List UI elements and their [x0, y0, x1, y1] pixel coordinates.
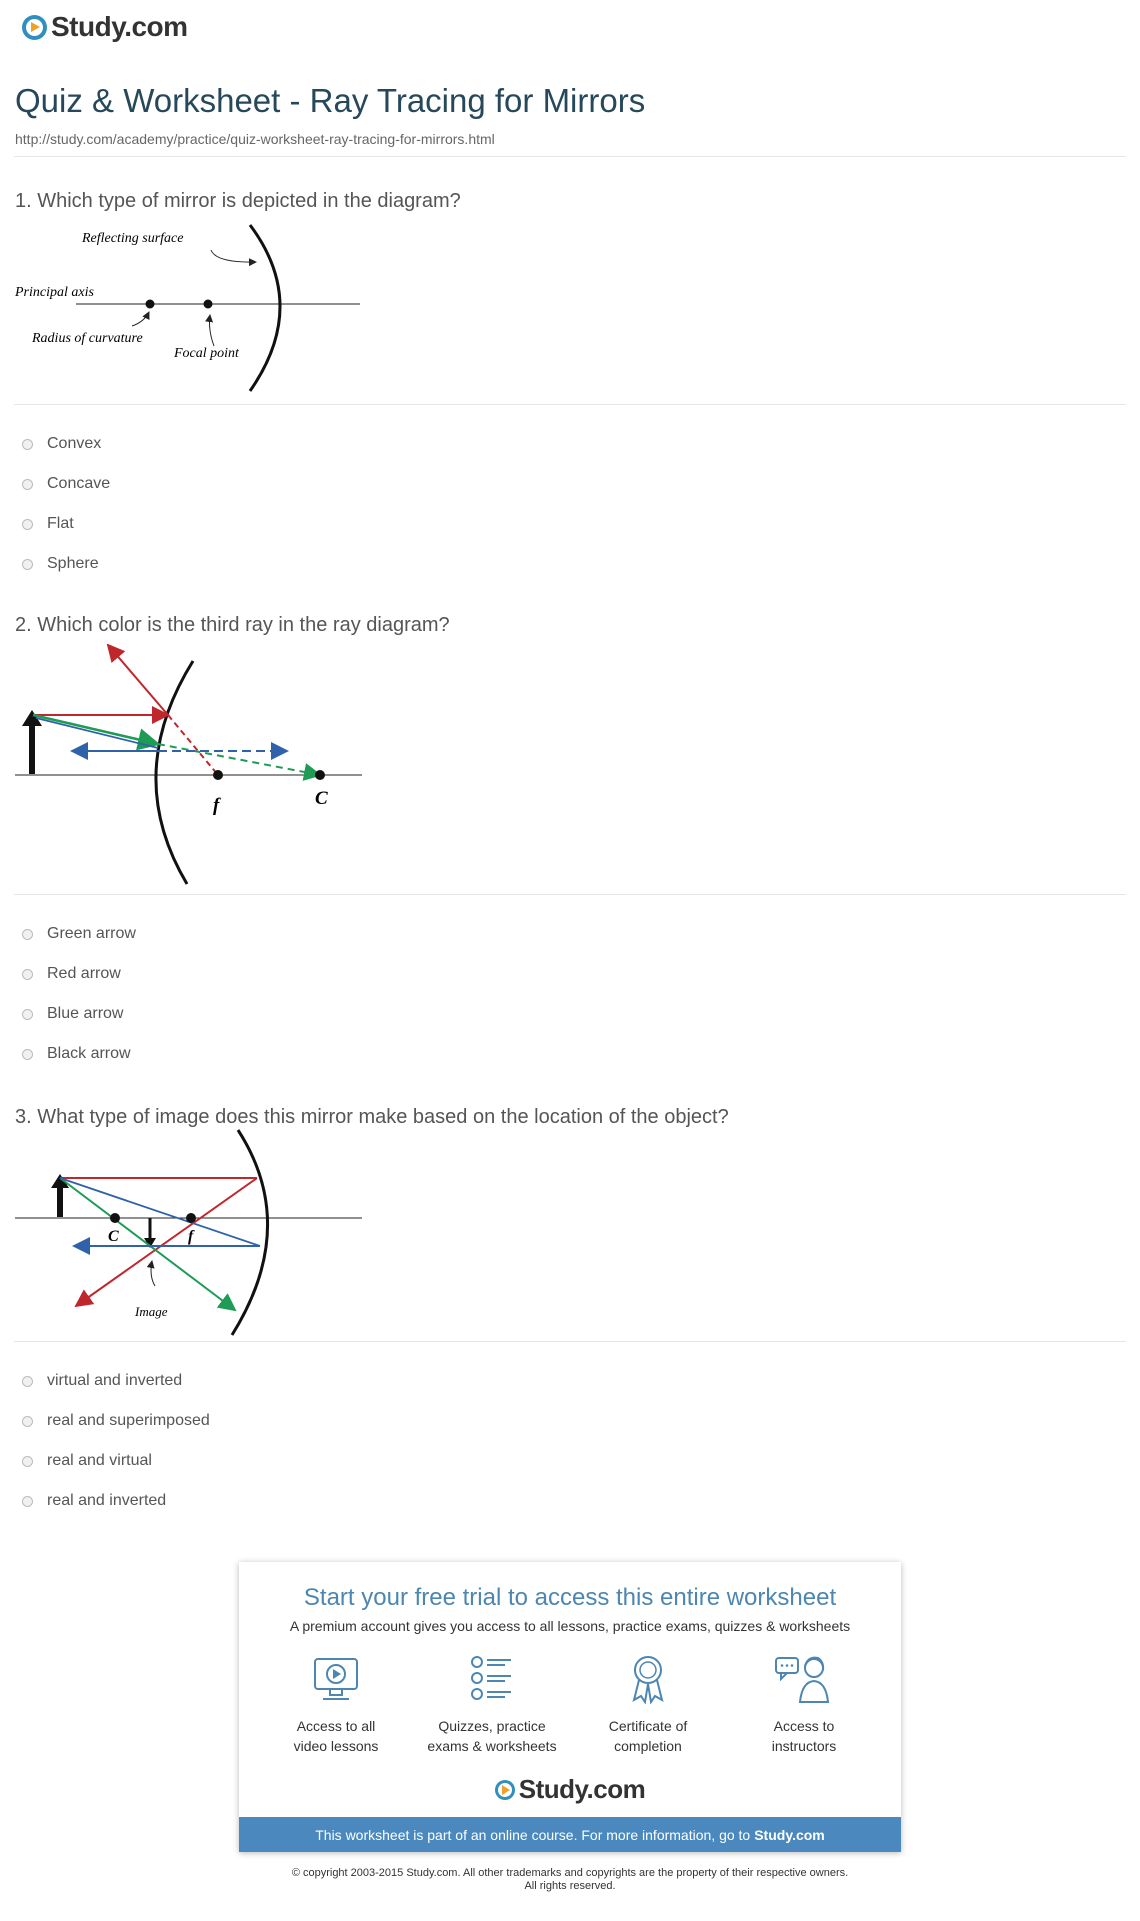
copyright-line2: All rights reserved. — [524, 1880, 616, 1892]
copyright — [0, 1867, 1140, 1893]
feature-label-line2: completion — [614, 1738, 682, 1754]
answer-option[interactable] — [22, 1361, 210, 1401]
question-2-options — [22, 914, 136, 1074]
feature-quizzes — [417, 1654, 567, 1756]
green-ray — [60, 1178, 235, 1310]
option-label: real and superimposed — [47, 1412, 210, 1429]
answer-option[interactable] — [22, 994, 136, 1034]
feature-label-line2: instructors — [771, 1738, 837, 1754]
radio-button[interactable] — [22, 559, 33, 570]
option-label: Red arrow — [47, 965, 121, 982]
focal-point-dot — [213, 770, 223, 780]
answer-option[interactable] — [22, 544, 110, 584]
promo-bar-link[interactable]: Study.com — [754, 1826, 825, 1843]
convex-mirror — [156, 661, 193, 884]
image-label: Image — [135, 1304, 168, 1319]
radio-button[interactable] — [22, 1496, 33, 1507]
divider — [14, 156, 1126, 157]
option-label: real and virtual — [47, 1452, 152, 1469]
answer-option[interactable] — [22, 464, 110, 504]
feature-label-line1: Access to — [773, 1718, 835, 1734]
checklist-icon — [467, 1654, 517, 1704]
question-3-options — [22, 1361, 210, 1521]
page-title: Quiz & Worksheet - Ray Tracing for Mirrors — [15, 82, 646, 119]
center-of-curvature-label: C — [108, 1228, 119, 1245]
logo-text: Study.com — [51, 11, 188, 42]
radius-of-curvature-point — [146, 300, 155, 309]
radio-button[interactable] — [22, 439, 33, 450]
concave-mirror — [232, 1130, 268, 1335]
study-logo-icon — [22, 15, 47, 40]
blue-ray — [60, 1178, 260, 1246]
radio-button[interactable] — [22, 1456, 33, 1467]
divider — [14, 1341, 1126, 1342]
option-label: Sphere — [47, 555, 99, 572]
feature-label-line1: Certificate of — [608, 1718, 688, 1734]
certificate-ribbon-icon — [623, 1654, 673, 1704]
free-trial-promo[interactable] — [239, 1562, 901, 1852]
study-logo[interactable] — [22, 10, 188, 44]
option-label: Blue arrow — [47, 1005, 124, 1022]
feature-instructors — [729, 1654, 879, 1756]
question-1-options — [22, 424, 110, 584]
feature-video-lessons — [261, 1654, 411, 1756]
question-2-text: 2. Which color is the third ray in the ray diagram? — [15, 614, 450, 636]
focal-point-label: Focal point — [174, 346, 239, 361]
radio-button[interactable] — [22, 519, 33, 530]
feature-label-line1: Access to all — [296, 1718, 376, 1734]
logo-text: Study.com — [518, 1774, 646, 1804]
radio-button[interactable] — [22, 479, 33, 490]
option-label: Flat — [47, 515, 74, 532]
reflecting-surface-label: Reflecting surface — [82, 231, 184, 246]
center-of-curvature-dot — [110, 1213, 120, 1223]
feature-certificate — [573, 1654, 723, 1756]
promo-subtitle: A premium account gives you access to all lessons, practice exams, quizzes & worksheets — [289, 1618, 851, 1634]
concave-mirror — [250, 225, 280, 391]
radio-button[interactable] — [22, 929, 33, 940]
promo-bar-text: This worksheet is part of an online course. For more information, go to — [315, 1826, 751, 1843]
video-monitor-icon — [311, 1654, 361, 1704]
focal-point-label: f — [213, 795, 220, 816]
copyright-line1: © copyright 2003-2015 Study.com. All other trademarks and copyrights are the property of their respective owners. — [291, 1867, 849, 1879]
promo-info-bar — [239, 1817, 901, 1852]
center-of-curvature-dot — [315, 770, 325, 780]
answer-option[interactable] — [22, 504, 110, 544]
radius-of-curvature-label: Radius of curvature — [32, 331, 143, 346]
radio-button[interactable] — [22, 1376, 33, 1387]
feature-label-line2: exams & worksheets — [427, 1738, 557, 1754]
center-of-curvature-label: C — [315, 788, 328, 809]
principal-axis-label: Principal axis — [15, 285, 94, 300]
question-1-text: 1. Which type of mirror is depicted in the diagram? — [15, 190, 461, 212]
focal-point-dot — [186, 1213, 196, 1223]
question-3-diagram — [10, 1128, 370, 1340]
question-2-diagram — [10, 644, 370, 890]
instructor-chat-icon — [774, 1654, 834, 1704]
radio-button[interactable] — [22, 1416, 33, 1427]
promo-title[interactable]: Start your free trial to access this entire worksheet — [303, 1584, 837, 1611]
feature-label-line2: video lessons — [293, 1738, 379, 1754]
answer-option[interactable] — [22, 954, 136, 994]
radio-button[interactable] — [22, 1049, 33, 1060]
divider — [14, 404, 1126, 405]
question-1-diagram — [10, 218, 370, 396]
option-label: Convex — [47, 435, 102, 452]
feature-label-line1: Quizzes, practice — [438, 1718, 546, 1734]
study-logo-icon — [495, 1780, 515, 1800]
answer-option[interactable] — [22, 914, 136, 954]
answer-option[interactable] — [22, 424, 110, 464]
answer-option[interactable] — [22, 1034, 136, 1074]
question-3-text: 3. What type of image does this mirror make based on the location of the object? — [15, 1106, 729, 1128]
radio-button[interactable] — [22, 1009, 33, 1020]
option-label: Black arrow — [47, 1045, 131, 1062]
radio-button[interactable] — [22, 969, 33, 980]
focal-point-label: f — [188, 1228, 194, 1245]
promo-study-logo[interactable] — [239, 1774, 901, 1805]
option-label: real and inverted — [47, 1492, 167, 1509]
focal-point-dot — [204, 300, 213, 309]
option-label: Concave — [47, 475, 111, 492]
answer-option[interactable] — [22, 1481, 210, 1521]
answer-option[interactable] — [22, 1401, 210, 1441]
option-label: virtual and inverted — [47, 1372, 183, 1389]
green-ray — [33, 715, 158, 744]
answer-option[interactable] — [22, 1441, 210, 1481]
divider — [14, 894, 1126, 895]
option-label: Green arrow — [47, 925, 136, 942]
page-url: http://study.com/academy/practice/quiz-worksheet-ray-tracing-for-mirrors.html — [15, 131, 495, 147]
